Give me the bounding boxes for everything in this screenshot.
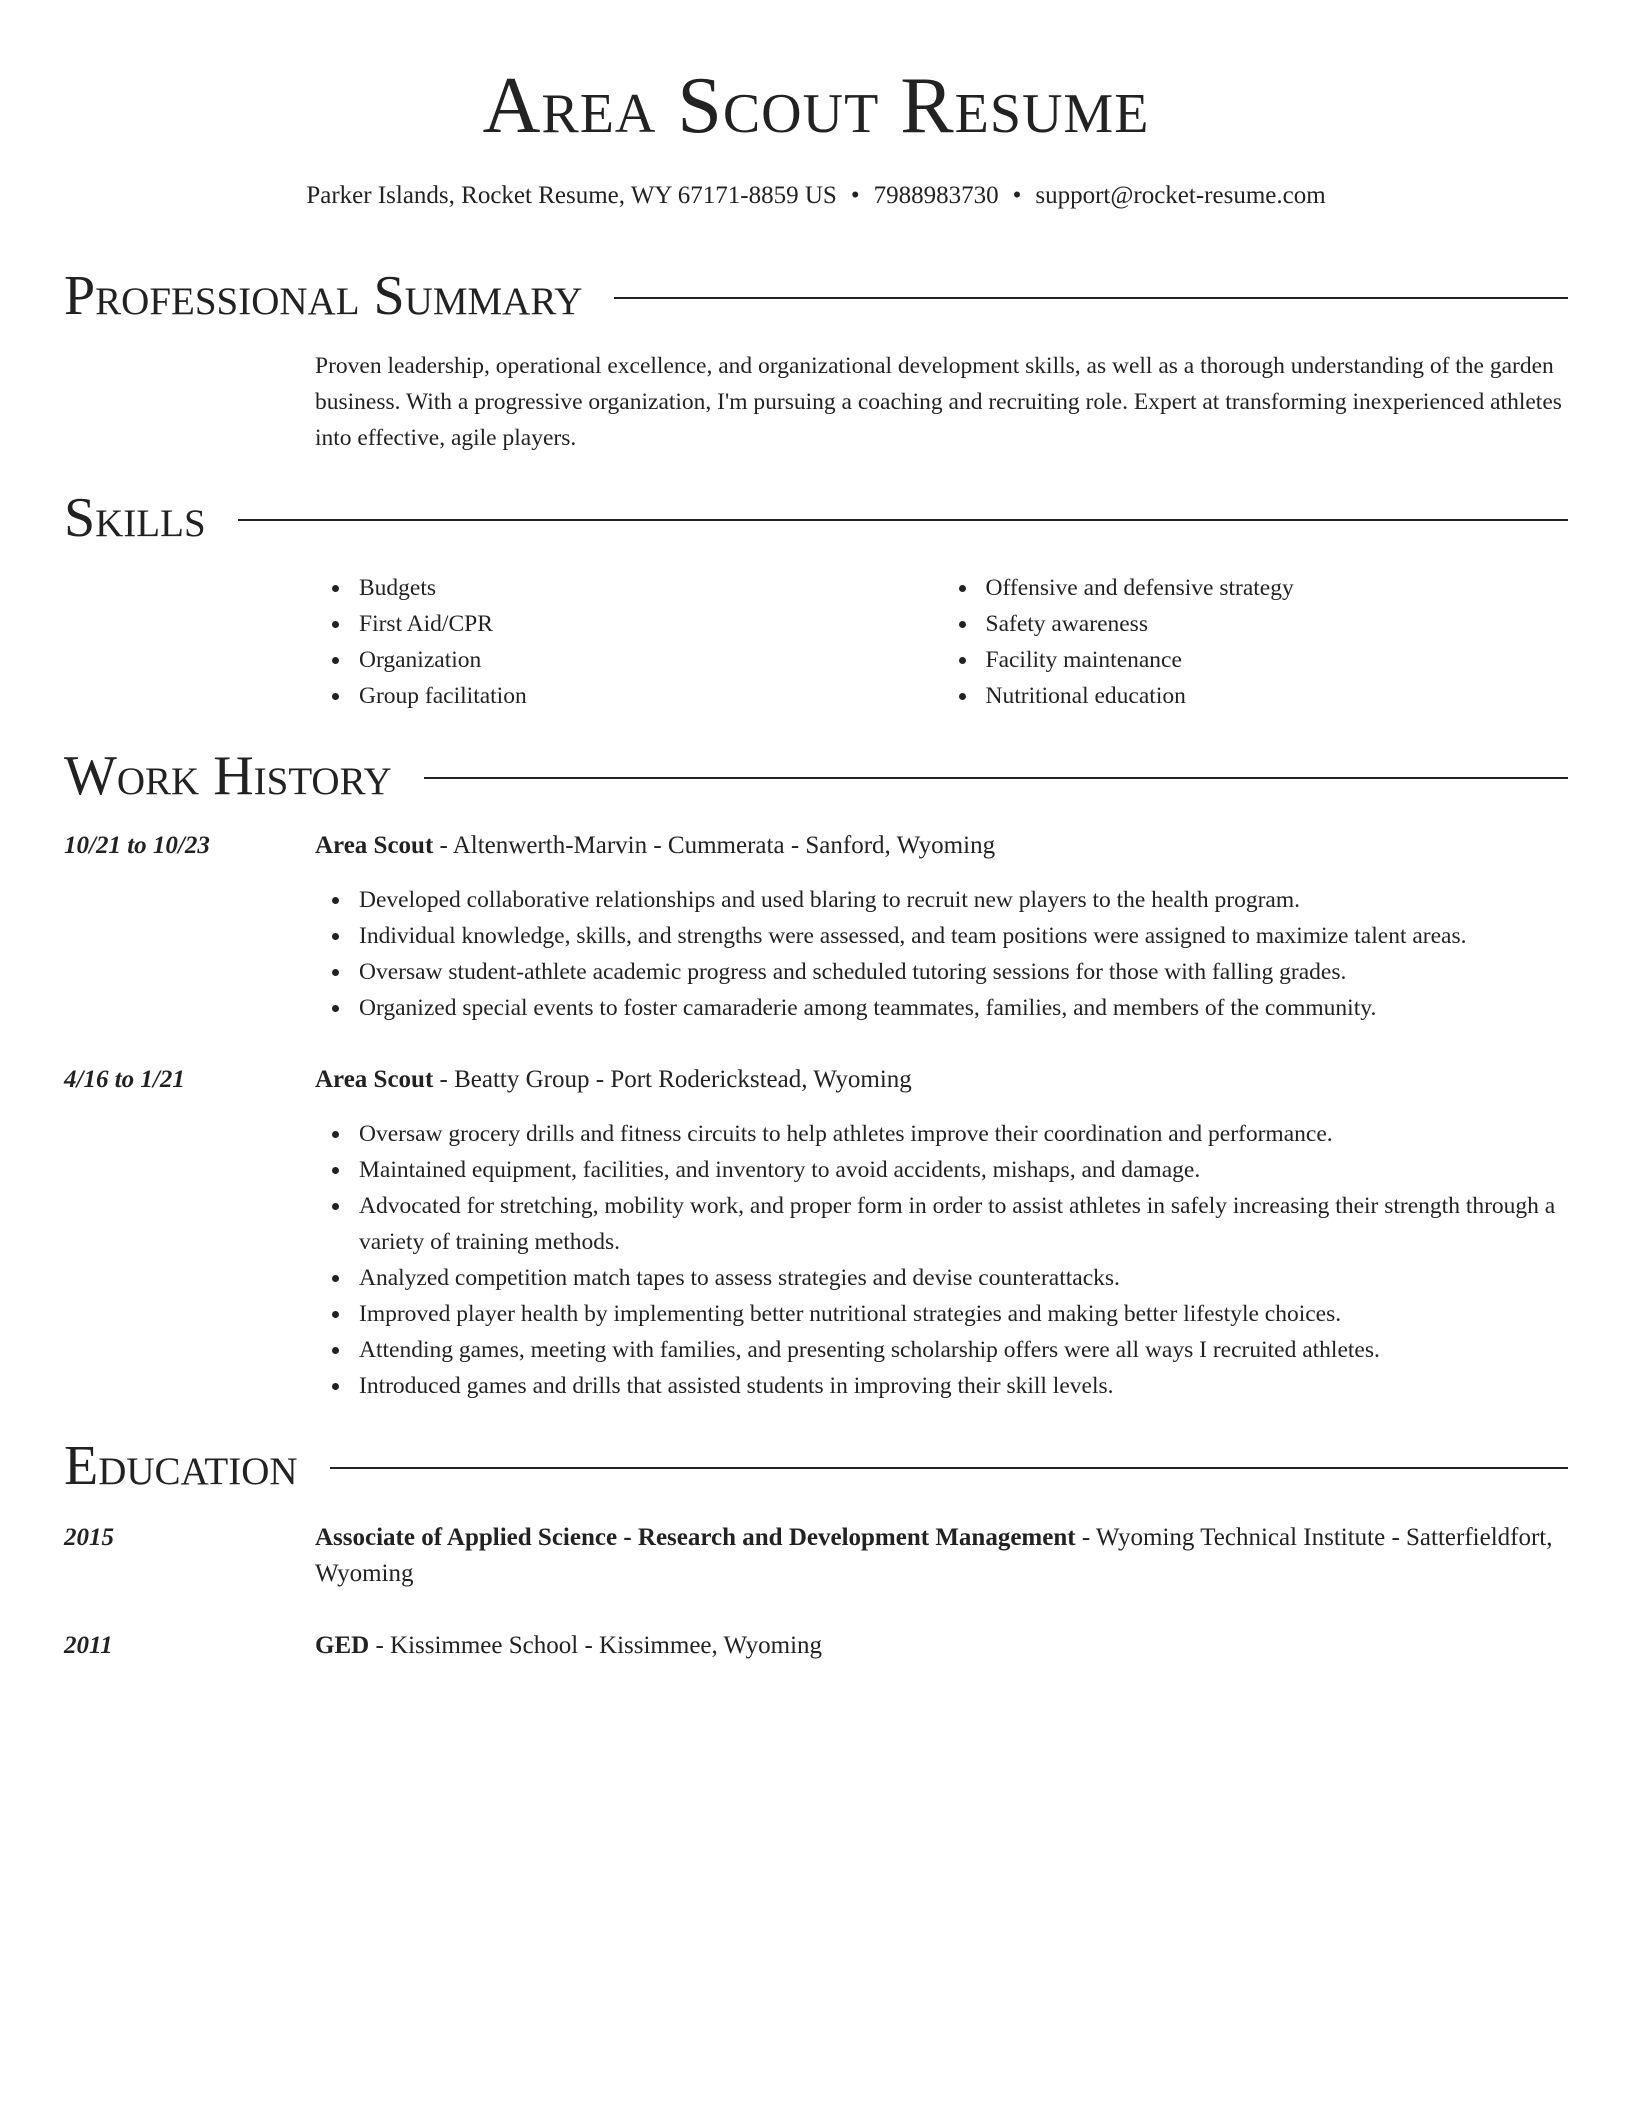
job-dates: 4/16 to 1/21 — [64, 1066, 185, 1093]
job-details: - Altenwerth-Marvin - Cummerata - Sanford, Wyoming — [433, 832, 996, 859]
job-bullet: Attending games, meeting with families, and presenting scholarship offers were all ways I recruited athletes. — [359, 1332, 1568, 1368]
skill-item: First Aid/CPR — [359, 606, 942, 642]
job-bullet: Oversaw student-athlete academic progress and scheduled tutoring sessions for those with falling grades. — [359, 954, 1568, 990]
resume-page — [64, 0, 1568, 1664]
job-bullets — [315, 882, 1568, 1026]
summary-section-header — [64, 264, 1568, 328]
job-entry — [64, 1062, 1568, 1404]
summary-text: Proven leadership, operational excellence, and organizational development skills, as well as a thorough understanding of the garden business. With a progressive organization, I'm pursuing a coaching and recruiting role. Expert at transforming inexperienced athletes into effective, agile players. — [315, 353, 1562, 451]
skill-item: Offensive and defensive strategy — [986, 570, 1569, 606]
resume-title: Area Scout Resume — [482, 62, 1150, 150]
education-details: - Kissimmee School - Kissimmee, Wyoming — [369, 1632, 823, 1659]
contact-separator: • — [850, 182, 860, 209]
education-degree: GED — [315, 1632, 370, 1659]
job-body — [315, 828, 1568, 1026]
skill-item: Organization — [359, 642, 942, 678]
education-year: 2015 — [64, 1524, 114, 1551]
education-year: 2011 — [64, 1632, 113, 1659]
job-entry — [64, 828, 1568, 1026]
job-title: Area Scout — [315, 1066, 434, 1093]
job-bullets — [315, 1116, 1568, 1404]
summary-heading: Professional Summary — [64, 265, 583, 327]
job-header — [315, 828, 1568, 864]
skill-item: Budgets — [359, 570, 942, 606]
skills-section-header — [64, 486, 1568, 550]
skills-column-right — [942, 570, 1569, 714]
section-divider — [330, 1467, 1568, 1469]
job-bullet: Advocated for stretching, mobility work, and proper form in order to assist athletes in safely increasing their strength through a variety of training methods. — [359, 1188, 1568, 1260]
education-degree: Associate of Applied Science - Research and Development Management — [315, 1524, 1076, 1551]
section-divider — [238, 519, 1568, 521]
skill-item: Facility maintenance — [986, 642, 1569, 678]
education-body — [315, 1628, 1568, 1664]
job-bullet: Developed collaborative relationships and used blaring to recruit new players to the health program. — [359, 882, 1568, 918]
job-title: Area Scout — [315, 832, 434, 859]
skill-item: Safety awareness — [986, 606, 1569, 642]
education-list — [64, 1520, 1568, 1664]
job-bullet: Introduced games and drills that assisted students in improving their skill levels. — [359, 1368, 1568, 1404]
section-divider — [424, 777, 1568, 779]
contact-email: support@rocket-resume.com — [1035, 182, 1326, 209]
skill-item: Nutritional education — [986, 678, 1569, 714]
education-body — [315, 1520, 1568, 1592]
education-section-header — [64, 1434, 1568, 1498]
job-bullet: Analyzed competition match tapes to assess strategies and devise counterattacks. — [359, 1260, 1568, 1296]
skills-column-left — [315, 570, 942, 714]
job-header — [315, 1062, 1568, 1098]
education-details: - Wyoming Technical Institute - Satterfieldfort, Wyoming — [315, 1524, 1553, 1587]
job-dates: 10/21 to 10/23 — [64, 832, 210, 859]
section-divider — [614, 297, 1568, 299]
job-bullet: Organized special events to foster camaraderie among teammates, families, and members of the community. — [359, 990, 1568, 1026]
skill-item: Group facilitation — [359, 678, 942, 714]
education-heading: Education — [64, 1435, 298, 1497]
job-bullet: Individual knowledge, skills, and strengths were assessed, and team positions were assigned to maximize talent areas. — [359, 918, 1568, 954]
education-header — [315, 1628, 1568, 1664]
job-bullet: Maintained equipment, facilities, and inventory to avoid accidents, mishaps, and damage. — [359, 1152, 1568, 1188]
job-bullet: Improved player health by implementing better nutritional strategies and making better lifestyle choices. — [359, 1296, 1568, 1332]
education-entry — [64, 1628, 1568, 1664]
contact-address: Parker Islands, Rocket Resume, WY 67171-8859 US — [306, 182, 837, 209]
skills-heading: Skills — [64, 487, 206, 549]
contact-line — [64, 180, 1568, 212]
skills-grid — [315, 570, 1568, 714]
education-header — [315, 1520, 1568, 1592]
work-heading: Work History — [64, 745, 392, 807]
contact-separator: • — [1012, 182, 1022, 209]
job-bullet: Oversaw grocery drills and fitness circuits to help athletes improve their coordination and performance. — [359, 1116, 1568, 1152]
work-history-list — [64, 828, 1568, 1404]
contact-phone: 7988983730 — [873, 182, 999, 209]
job-body — [315, 1062, 1568, 1404]
job-details: - Beatty Group - Port Roderickstead, Wyoming — [433, 1066, 912, 1093]
education-entry — [64, 1520, 1568, 1592]
work-section-header — [64, 744, 1568, 808]
